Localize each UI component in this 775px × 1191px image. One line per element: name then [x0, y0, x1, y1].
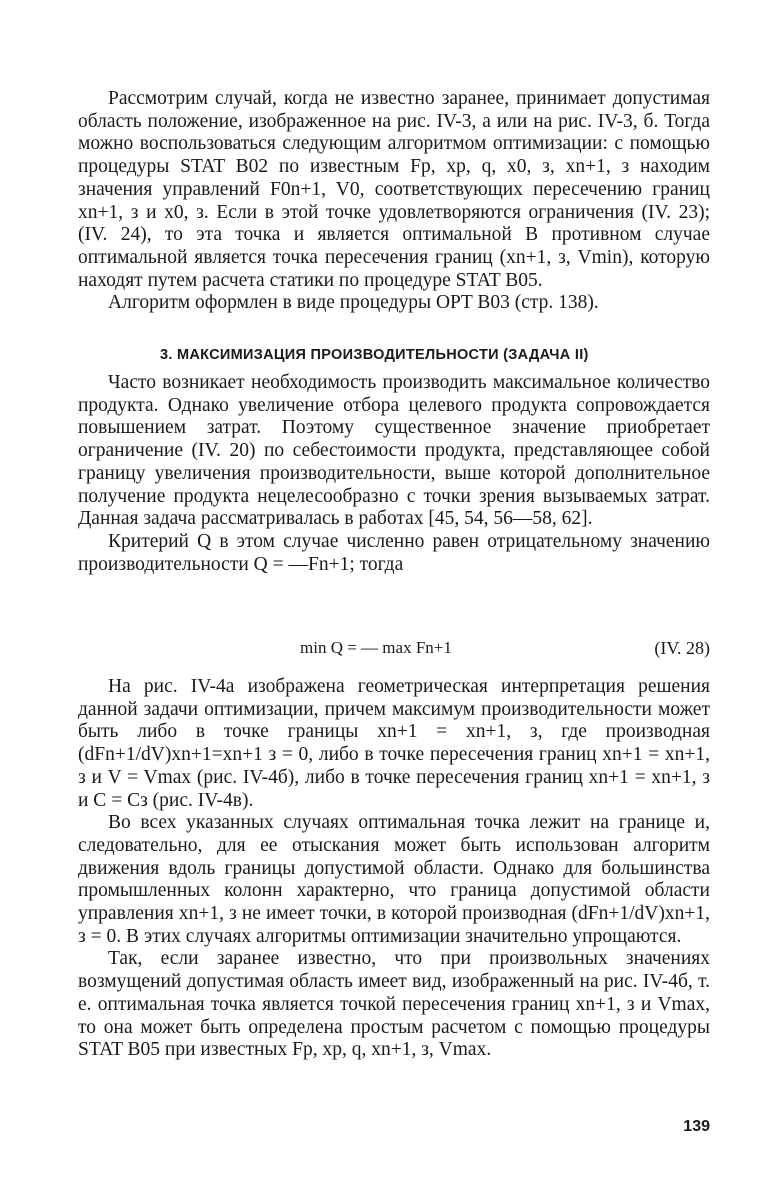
paragraph: Так, если заранее известно, что при произвольных значениях возмущений допустимая область имеет вид, изображенный на рис. IV-4б, т. е. оптимальная точка является точкой пересечения границ xn+1, з и Vmax, то она может быть определена простым расчетом с помощью процедуры STAT B05 при известных Fp, xp, q, xn+1, з, Vmax. [78, 948, 710, 1061]
text-block-top [78, 88, 710, 315]
section-heading: 3. МАКСИМИЗАЦИЯ ПРОИЗВОДИТЕЛЬНОСТИ (ЗАДАЧА II) [160, 347, 589, 363]
page-number: 139 [683, 1118, 710, 1135]
paragraph: Во всех указанных случаях оптимальная точка лежит на границе и, следовательно, для ее отыскания может быть использован алгоритм движения вдоль границы допустимой области. Однако для большинства промышленных колонн характерно, что граница допустимой области управления xn+1, з не имеет точки, в которой производная (dFn+1/dV)xn+1, з = 0. В этих случаях алгоритмы оптимизации значительно упрощаются. [78, 812, 710, 947]
equation-expression: min Q = — max Fn+1 [300, 638, 452, 657]
text-block-middle [78, 372, 710, 576]
paragraph: Рассмотрим случай, когда не известно заранее, принимает допустимая область положение, изображенное на рис. IV-3, а или на рис. IV-3, б. Тогда можно воспользоваться следующим алгоритмом оптимизации: с помощью процедуры STAT B02 по известным Fp, xp, q, x0, з, xn+1, з находим значения управлений F0n+1, V0, соответствующих пересечению границ xn+1, з и x0, з. Если в этой точке удовлетворяются ограничения (IV. 23); (IV. 24), то эта точка и является оптимальной В противном случае оптимальной является точка пересечения границ (xn+1, з, Vmin), которую находят путем расчета статики по процедуре STAT B05. [78, 88, 710, 291]
equation-number: (IV. 28) [654, 638, 710, 658]
paragraph: Часто возникает необходимость производить максимальное количество продукта. Однако увеличение отбора целевого продукта сопровождается повышением затрат. Поэтому существенное значение приобретает ограничение (IV. 20) по себестоимости продукта, представляющее собой границу увеличения производительности, выше которой дополнительное получение продукта нецелесообразно с точки зрения вызываемых затрат. Данная задача рассматривалась в работах [45, 54, 56—58, 62]. [78, 372, 710, 530]
paragraph: Критерий Q в этом случае численно равен отрицательному значению производительности Q = —Fn+1; тогда [78, 530, 710, 575]
paragraph: Алгоритм оформлен в виде процедуры OPT B03 (стр. 138). [108, 292, 599, 314]
paragraph: На рис. IV-4а изображена геометрическая интерпретация решения данной задачи оптимизации, причем максимум производительности может быть либо в точке границы xn+1 = xn+1, з, где производная (dFn+1/dV)xn+1=xn+1 з = 0, либо в точке пересечения границ xn+1 = xn+1, з и V = Vmax (рис. IV-4б), либо в точке пересечения границ xn+1 = xn+1, з и C = Cз (рис. IV-4в). [78, 676, 710, 811]
text-block-bottom [78, 676, 710, 1062]
